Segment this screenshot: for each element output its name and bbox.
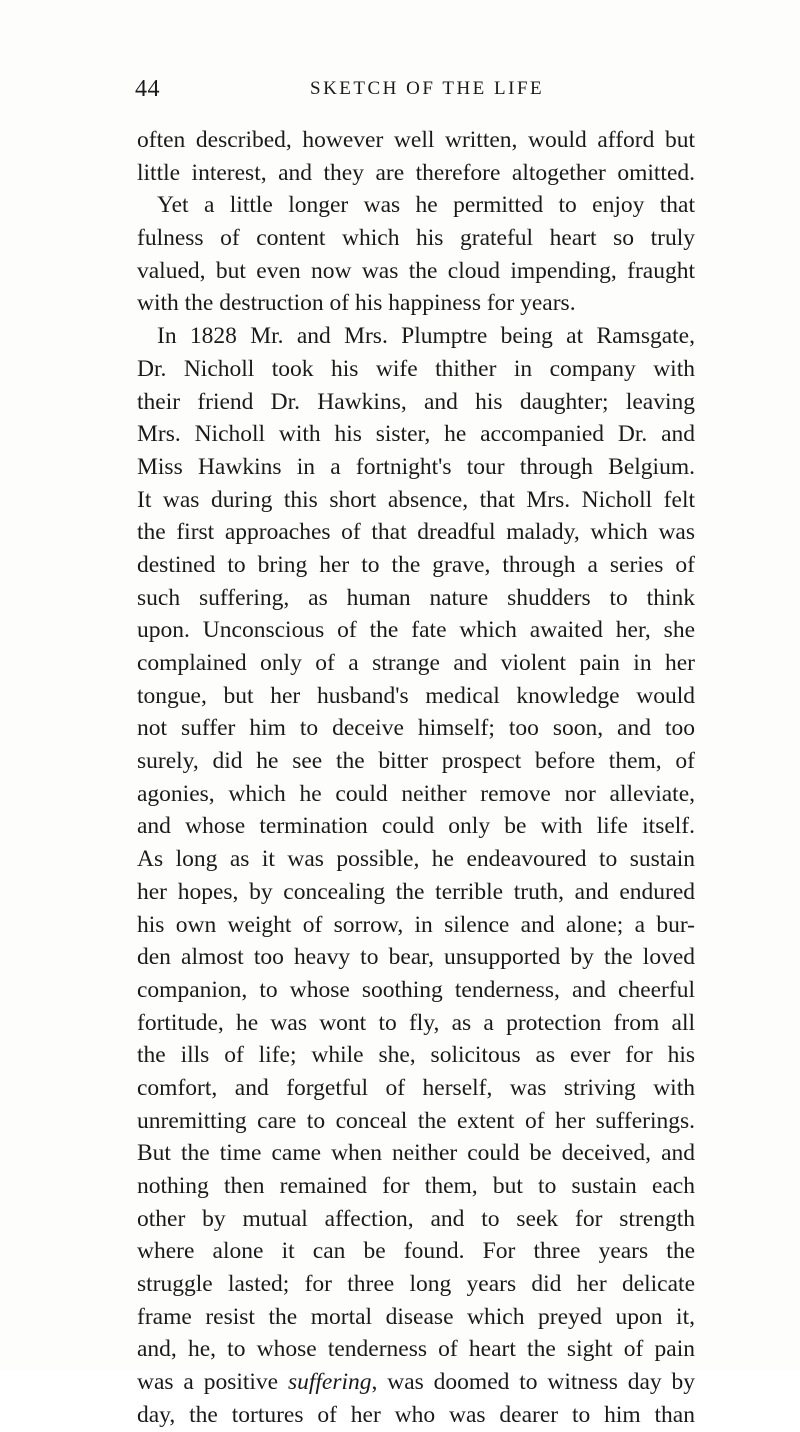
text-line: valued, but even now was the cloud impending, fraught bbox=[137, 257, 695, 284]
text-line: agonies, which he could neither remove nor alleviate, bbox=[137, 780, 695, 807]
text-line: Yet a little longer was he permitted to enjoy that bbox=[157, 192, 695, 219]
text-line: surely, did he see the bitter prospect before them, of bbox=[137, 748, 695, 775]
text-line: day, the tortures of her who was dearer to him than bbox=[137, 1401, 695, 1428]
body-text bbox=[137, 124, 695, 1432]
text-line: and, he, to whose tenderness of heart the sight of pain bbox=[137, 1336, 695, 1363]
text-line: den almost too heavy to bear, unsupported by the loved bbox=[137, 944, 695, 971]
text-line: Dr. Nicholl took his wife thither in company with bbox=[137, 355, 695, 382]
text-line: not suffer him to deceive himself; too soon, and too bbox=[137, 715, 695, 742]
text-line: fortitude, he was wont to fly, as a protection from all bbox=[137, 1009, 695, 1036]
text-line: and whose termination could only be with life itself. bbox=[137, 813, 695, 840]
text-line: often described, however well written, would afford but bbox=[137, 127, 695, 153]
text-line: his own weight of sorrow, in silence and alone; a bur- bbox=[137, 911, 695, 938]
text-line: As long as it was possible, he endeavoured to sustain bbox=[137, 846, 695, 873]
text-line: unremitting care to conceal the extent of her sufferings. bbox=[137, 1107, 695, 1134]
text-line: struggle lasted; for three long years did her delicate bbox=[137, 1271, 695, 1298]
text-line: It was during this short absence, that Mrs. Nicholl felt bbox=[137, 486, 695, 513]
text-line: where alone it can be found. For three years the bbox=[137, 1238, 695, 1265]
text-line: complained only of a strange and violent pain in her bbox=[137, 650, 695, 676]
page-number: 44 bbox=[135, 76, 160, 102]
text-line: companion, to whose soothing tenderness, and cheerful bbox=[137, 976, 695, 1003]
text-line: comfort, and forgetful of herself, was striving with bbox=[137, 1074, 695, 1101]
text-fragment: , was doomed to witness day by bbox=[371, 1369, 696, 1396]
text-line: But the time came when neither could be deceived, and bbox=[137, 1140, 695, 1167]
text-fragment: was a positive bbox=[137, 1369, 279, 1396]
text-line: fulness of content which his grateful heart so truly bbox=[137, 225, 695, 252]
text-line: In 1828 Mr. and Mrs. Plumptre being at Ramsgate, bbox=[157, 323, 695, 350]
text-line: tongue, but her husband's medical knowledge would bbox=[137, 682, 695, 709]
text-line: Mrs. Nicholl with his sister, he accompanied Dr. and bbox=[137, 421, 695, 448]
text-line: the ills of life; while she, solicitous as ever for his bbox=[137, 1042, 695, 1069]
text-line: frame resist the mortal disease which preyed upon it, bbox=[137, 1303, 695, 1330]
text-line: nothing then remained for them, but to sustain each bbox=[137, 1173, 695, 1199]
text-line: her hopes, by concealing the terrible truth, and endured bbox=[137, 878, 695, 905]
running-head bbox=[135, 76, 695, 106]
running-title: SKETCH OF THE LIFE bbox=[310, 78, 545, 99]
text-line: with the destruction of his happiness for years. bbox=[137, 290, 576, 317]
text-line: little interest, and they are therefore altogether omitted. bbox=[137, 159, 695, 186]
text-line-with-italic bbox=[137, 1366, 695, 1399]
text-line: other by mutual affection, and to seek for strength bbox=[137, 1205, 695, 1232]
text-line: upon. Unconscious of the fate which awaited her, she bbox=[137, 617, 695, 644]
text-line: the first approaches of that dreadful malady, which was bbox=[137, 519, 695, 546]
text-line: their friend Dr. Hawkins, and his daughter; leaving bbox=[137, 388, 695, 415]
italic-word: suffering bbox=[287, 1369, 372, 1396]
text-line: Miss Hawkins in a fortnight's tour through Belgium. bbox=[137, 453, 695, 480]
text-line: such suffering, as human nature shudders to think bbox=[137, 584, 695, 611]
text-line: destined to bring her to the grave, through a series of bbox=[137, 551, 695, 578]
